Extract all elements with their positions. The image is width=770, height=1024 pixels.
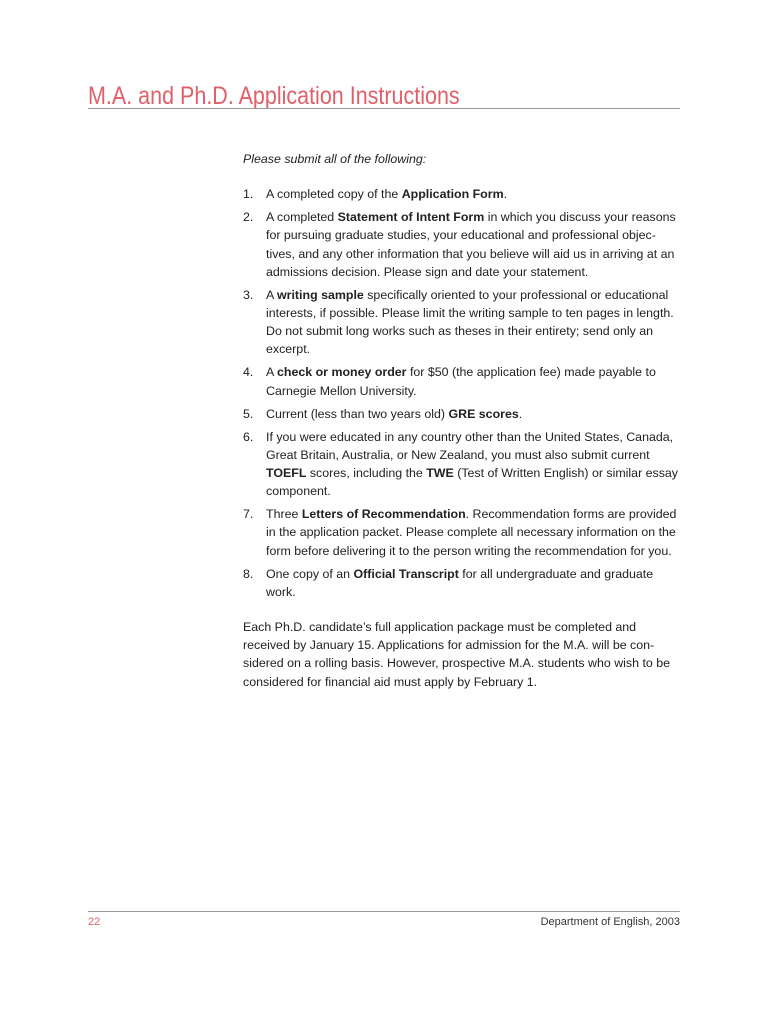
deadline-paragraph: Each Ph.D. candidate’s full application package must be completed and received by January 15. Applications for admission for the M.A. will be con-sidered on a rolling basis. However, prospective M.A. students who wish to be considered for financial aid must apply by February 1.	[243, 620, 671, 689]
requirement-text-run: A completed copy of the	[266, 187, 402, 202]
requirement-text	[266, 210, 676, 279]
requirement-text-run: . Recommendation forms are provided in the application packet. Please complete all necessary information on the form before delivering it to the person writing the recommendation for you.	[266, 507, 677, 558]
requirement-text	[266, 430, 678, 499]
requirement-item	[243, 185, 683, 203]
requirement-text-run: One copy of an	[266, 566, 354, 581]
requirement-text	[266, 187, 507, 201]
requirement-item	[243, 428, 683, 501]
requirement-item	[243, 286, 683, 359]
requirement-text-run: specifically oriented to your professional or educational interests, if possible. Please limit the writing sample to ten pages in length. Do not submit long works such as theses in their entirety; send only an excerpt.	[266, 287, 674, 357]
requirement-emphasis: Letters of Recommendation	[301, 507, 466, 522]
requirement-emphasis: Statement of Intent Form	[337, 210, 485, 225]
requirement-text-run: If you were educated in any country other than the United States, Canada, Great Britain, Australia, or New Zealand, you must also submit current	[266, 429, 674, 462]
requirement-number: 7.	[243, 507, 254, 522]
requirement-emphasis: GRE scores	[448, 406, 519, 421]
page-number: 22	[88, 916, 101, 928]
requirement-number: 8.	[243, 566, 254, 581]
requirement-emphasis: TWE	[426, 466, 454, 481]
requirement-emphasis: Official Transcript	[353, 566, 459, 581]
requirement-text	[266, 407, 522, 421]
requirement-text-run: A	[266, 365, 278, 380]
intro-text: Please submit all of the following:	[243, 152, 427, 166]
requirement-number: 5.	[243, 406, 254, 421]
requirement-text-run: scores, including the	[306, 466, 427, 481]
requirement-item	[243, 208, 683, 281]
requirement-number: 6.	[243, 429, 254, 444]
requirement-text-run: (Test of Written English) or similar essay component.	[266, 466, 679, 499]
requirement-text-run: Current (less than two years old)	[266, 406, 449, 421]
requirements-list	[243, 185, 683, 601]
requirement-item	[243, 405, 683, 423]
requirement-emphasis: check or money order	[277, 365, 407, 380]
requirement-number: 3.	[243, 287, 254, 302]
requirement-text-run: .	[518, 406, 523, 421]
title-divider	[88, 108, 680, 109]
requirement-text-run: in which you discuss your reasons for pursuing graduate studies, your educational and professional objec-tives, and any other information that you believe will aid us in arriving at an admissions decision. Please sign and date your statement.	[266, 210, 676, 279]
footer-divider	[88, 911, 680, 912]
requirement-number: 4.	[243, 365, 254, 380]
footer-department: Department of English, 2003	[540, 916, 680, 928]
requirement-text-run: for all undergraduate and graduate work.	[266, 566, 654, 599]
requirement-item	[243, 505, 683, 560]
requirement-text-run: for $50 (the application fee) made payable to Carnegie Mellon University.	[266, 365, 656, 398]
requirement-emphasis: writing sample	[277, 287, 364, 302]
requirement-text	[266, 567, 653, 599]
requirement-text-run: A	[266, 287, 278, 302]
requirement-text-run: .	[503, 187, 508, 202]
requirement-text	[266, 288, 674, 357]
requirement-emphasis: Application Form	[401, 187, 504, 202]
requirement-text-run: A completed	[266, 210, 338, 225]
requirement-text-run: Three	[266, 507, 302, 522]
requirement-item	[243, 565, 683, 601]
requirement-text	[266, 507, 676, 557]
requirement-number: 1.	[243, 187, 254, 202]
requirement-text	[266, 365, 656, 397]
requirement-item	[243, 363, 683, 399]
instructions-body	[243, 150, 683, 691]
requirement-emphasis: TOEFL	[266, 466, 307, 481]
page-title: M.A. and Ph.D. Application Instructions	[88, 82, 460, 110]
requirement-number: 2.	[243, 210, 254, 225]
